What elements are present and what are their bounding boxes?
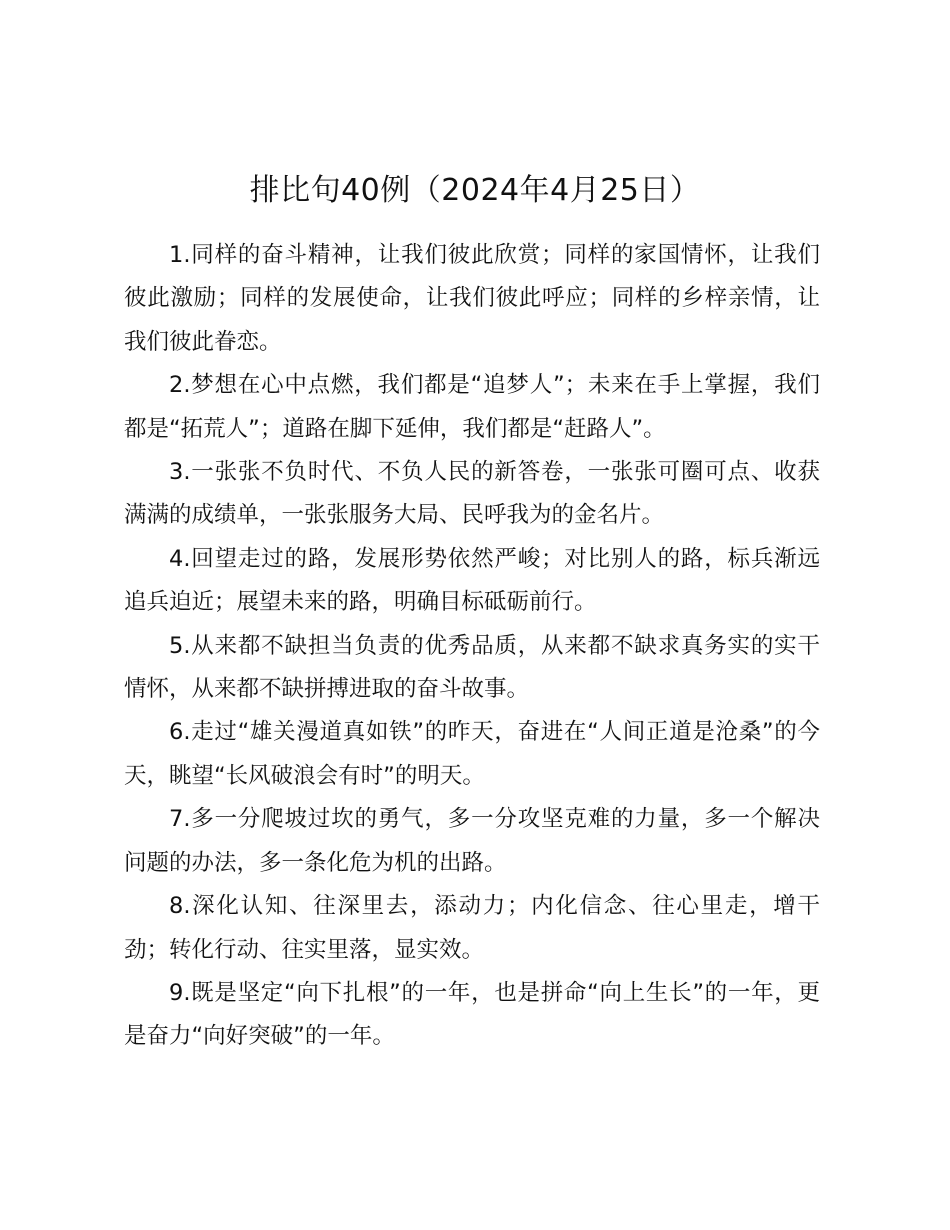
paragraph-9: 9.既是坚定“向下扎根”的一年，也是拼命“向上生长”的一年，更是奋力“向好突破”的一年。 bbox=[124, 979, 820, 1050]
document-body bbox=[124, 234, 820, 1059]
paragraph-1: 1.同样的奋斗精神，让我们彼此欣赏；同样的家国情怀，让我们彼此激励；同样的发展使命，让我们彼此呼应；同样的乡梓亲情，让我们彼此眷恋。 bbox=[124, 242, 820, 355]
document-title: 排比句40例（2024年4月25日） bbox=[249, 173, 701, 208]
paragraph-5: 5.从来都不缺担当负责的优秀品质，从来都不缺求真务实的实干情怀，从来都不缺拼搏进取的奋斗故事。 bbox=[124, 632, 820, 703]
paragraph-6: 6.走过“雄关漫道真如铁”的昨天，奋进在“人间正道是沧桑”的今天，眺望“长风破浪会有时”的明天。 bbox=[124, 719, 820, 789]
paragraph-3: 3.一张张不负时代、不负人民的新答卷，一张张可圈可点、收获满满的成绩单，一张张服务大局、民呼我为的金名片。 bbox=[124, 459, 820, 529]
paragraph-2: 2.梦想在心中点燃，我们都是“追梦人”；未来在手上掌握，我们都是“拓荒人”；道路在脚下延伸，我们都是“赶路人”。 bbox=[124, 372, 820, 442]
paragraph-8: 8.深化认知、往深里去，添动力；内化信念、往心里走，增干劲；转化行动、往实里落，显实效。 bbox=[124, 893, 820, 963]
paragraph-7: 7.多一分爬坡过坎的勇气，多一分攻坚克难的力量，多一个解决问题的办法，多一条化危为机的出路。 bbox=[124, 806, 820, 876]
paragraph-4: 4.回望走过的路，发展形势依然严峻；对比别人的路，标兵渐远追兵迫近；展望未来的路，明确目标砥砺前行。 bbox=[124, 545, 820, 616]
